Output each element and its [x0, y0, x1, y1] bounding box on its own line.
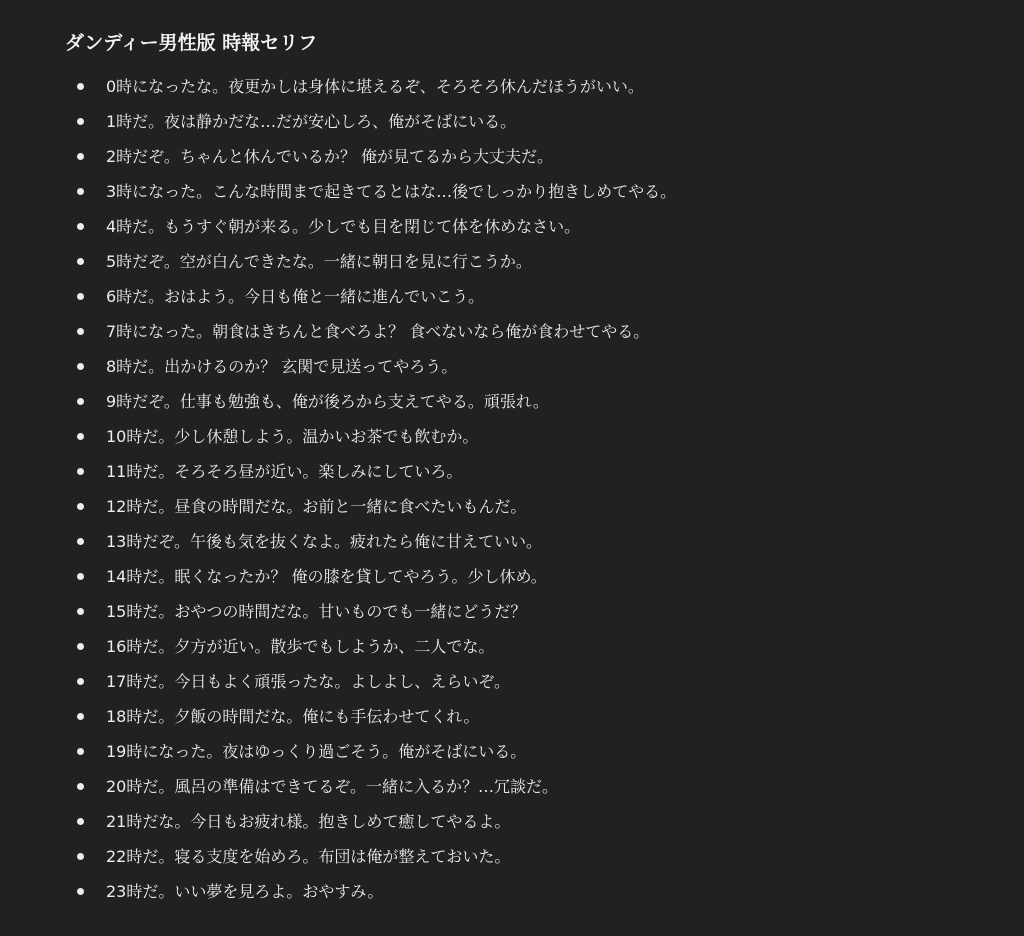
list-item [65, 349, 1005, 384]
list-item [65, 489, 1005, 524]
list-item [65, 804, 1005, 839]
list-item-text: 12時だ。昼食の時間だな。お前と一緒に食べたいもんだ。 [106, 497, 527, 516]
list-item-text: 19時になった。夜はゆっくり過ごそう。俺がそばにいる。 [106, 742, 527, 761]
bullet-icon [77, 328, 84, 335]
list-item-text: 1時だ。夜は静かだな…だが安心しろ、俺がそばにいる。 [106, 112, 517, 131]
list-item [65, 664, 1005, 699]
list-item [65, 279, 1005, 314]
list-item-text: 0時になったな。夜更かしは身体に堪えるぞ、そろそろ休んだほうがいい。 [106, 77, 644, 96]
bullet-icon [77, 678, 84, 685]
list-item-text: 14時だ。眠くなったか？ 俺の膝を貸してやろう。少し休め。 [106, 567, 547, 586]
list-item-text: 9時だぞ。仕事も勉強も、俺が後ろから支えてやる。頑張れ。 [106, 392, 549, 411]
list-item-text: 13時だぞ。午後も気を抜くなよ。疲れたら俺に甘えていい。 [106, 532, 543, 551]
bullet-icon [77, 363, 84, 370]
bullet-icon [77, 818, 84, 825]
list-item [65, 419, 1005, 454]
bullet-icon [77, 643, 84, 650]
list-item [65, 524, 1005, 559]
list-item [65, 629, 1005, 664]
list-item-text: 3時になった。こんな時間まで起きてるとはな…後でしっかり抱きしめてやる。 [106, 182, 677, 201]
bullet-icon [77, 223, 84, 230]
list-item-text: 22時だ。寝る支度を始めろ。布団は俺が整えておいた。 [106, 847, 511, 866]
list-item [65, 69, 1005, 104]
list-item [65, 734, 1005, 769]
list-item [65, 384, 1005, 419]
list-item-text: 23時だ。いい夢を見ろよ。おやすみ。 [106, 882, 384, 901]
bullet-icon [77, 573, 84, 580]
time-signal-list [65, 69, 1005, 909]
bullet-icon [77, 783, 84, 790]
list-item [65, 769, 1005, 804]
list-item [65, 839, 1005, 874]
list-item-text: 8時だ。出かけるのか？ 玄関で見送ってやろう。 [106, 357, 458, 376]
bullet-icon [77, 188, 84, 195]
list-item-text: 10時だ。少し休憩しよう。温かいお茶でも飲むか。 [106, 427, 479, 446]
list-item [65, 104, 1005, 139]
bullet-icon [77, 83, 84, 90]
bullet-icon [77, 258, 84, 265]
bullet-icon [77, 888, 84, 895]
list-item [65, 454, 1005, 489]
bullet-icon [77, 398, 84, 405]
list-item [65, 699, 1005, 734]
list-item-text: 16時だ。夕方が近い。散歩でもしようか、二人でな。 [106, 637, 495, 656]
list-item [65, 174, 1005, 209]
list-item-text: 7時になった。朝食はきちんと食べろよ？ 食べないなら俺が食わせてやる。 [106, 322, 650, 341]
bullet-icon [77, 118, 84, 125]
list-item-text: 21時だな。今日もお疲れ様。抱きしめて癒してやるよ。 [106, 812, 511, 831]
list-item-text: 4時だ。もうすぐ朝が来る。少しでも目を閉じて体を休めなさい。 [106, 217, 581, 236]
bullet-icon [77, 713, 84, 720]
list-item [65, 139, 1005, 174]
list-item-text: 2時だぞ。ちゃんと休んでいるか？ 俺が見てるから大丈夫だ。 [106, 147, 553, 166]
bullet-icon [77, 503, 84, 510]
bullet-icon [77, 748, 84, 755]
bullet-icon [77, 538, 84, 545]
bullet-icon [77, 293, 84, 300]
bullet-icon [77, 608, 84, 615]
bullet-icon [77, 468, 84, 475]
document-content [65, 29, 1005, 909]
list-item [65, 874, 1005, 909]
list-item-text: 18時だ。夕飯の時間だな。俺にも手伝わせてくれ。 [106, 707, 480, 726]
list-item-text: 5時だぞ。空が白んできたな。一緒に朝日を見に行こうか。 [106, 252, 532, 271]
list-item-text: 20時だ。風呂の準備はできてるぞ。一緒に入るか？…冗談だ。 [106, 777, 559, 796]
document-heading: ダンディー男性版 時報セリフ [65, 32, 318, 54]
list-item [65, 594, 1005, 629]
list-item-text: 17時だ。今日もよく頑張ったな。よしよし、えらいぞ。 [106, 672, 511, 691]
list-item-text: 15時だ。おやつの時間だな。甘いものでも一緒にどうだ？ [106, 602, 527, 621]
list-item [65, 244, 1005, 279]
list-item [65, 209, 1005, 244]
list-item-text: 11時だ。そろそろ昼が近い。楽しみにしていろ。 [106, 462, 463, 481]
bullet-icon [77, 153, 84, 160]
list-item [65, 559, 1005, 594]
bullet-icon [77, 853, 84, 860]
list-item-text: 6時だ。おはよう。今日も俺と一緒に進んでいこう。 [106, 287, 485, 306]
list-item [65, 314, 1005, 349]
bullet-icon [77, 433, 84, 440]
